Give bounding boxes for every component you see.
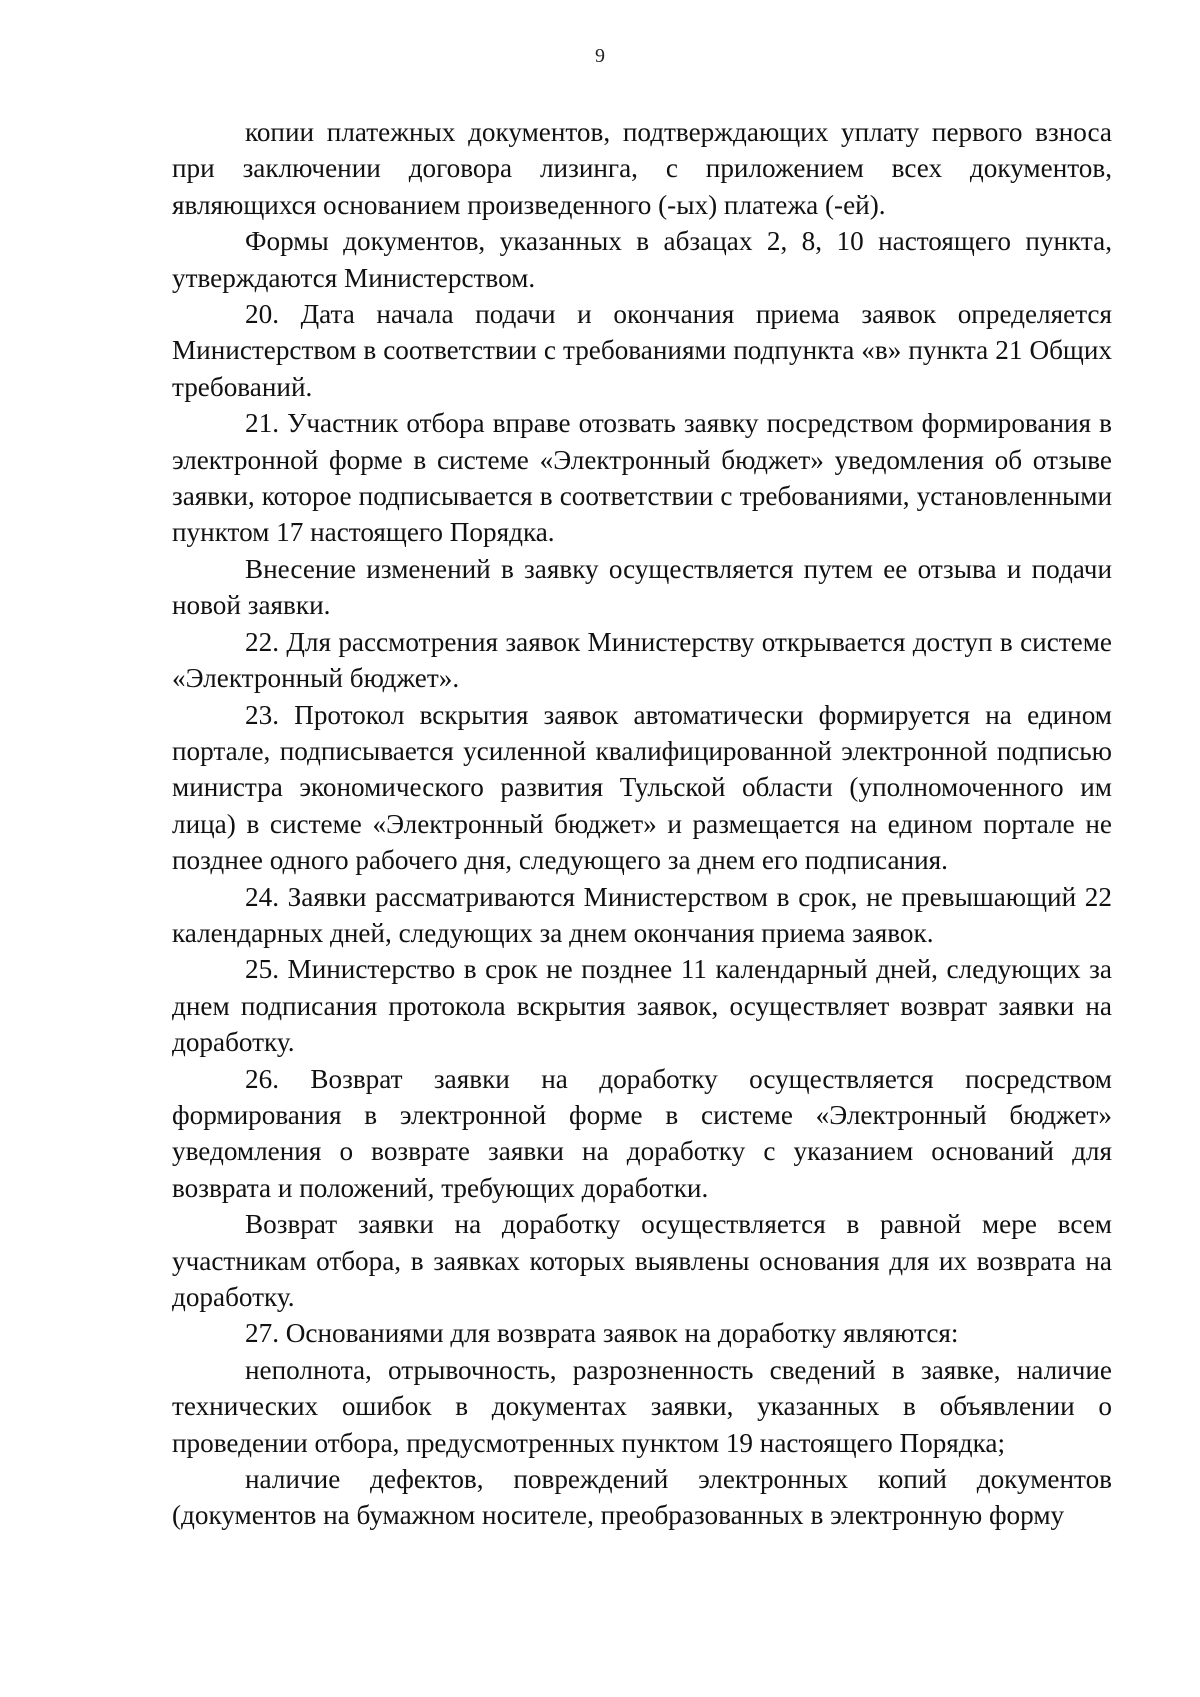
paragraph-item-24: 24. Заявки рассматриваются Министерством в срок, не превышающий 22 календарных дней, следующих за днем окончания приема заявок. xyxy=(172,881,1112,948)
paragraph-item-25: 25. Министерство в срок не позднее 11 календарный дней, следующих за днем подписания протокола вскрытия заявок, осуществляет возврат заявки на доработку. xyxy=(172,954,1112,1058)
paragraph-incompleteness: неполнота, отрывочность, разрозненность сведений в заявке, наличие технических ошибок в документах заявки, указанных в объявлении о проведении отбора, предусмотренных пунктом 19 настоящего Порядка; xyxy=(172,1354,1112,1458)
paragraph-item-27: 27. Основаниями для возврата заявок на доработку являются: xyxy=(245,1318,959,1349)
paragraph-defects: наличие дефектов, повреждений электронных копий документов (документов на бумажном носителе, преобразованных в электронную форму xyxy=(172,1464,1112,1531)
paragraph-payment-documents: копии платежных документов, подтверждающих уплату первого взноса при заключении договора лизинга, с приложением всех документов, являющихся основанием произведенного (-ых) платежа (-ей). xyxy=(172,117,1112,220)
paragraph-item-23: 23. Протокол вскрытия заявок автоматически формируется на едином портале, подписывается усиленной квалифицированной электронной подписью министра экономического развития Тульской области (уполномоченного им лица) в системе «Электронный бюджет» и размещается на едином портале не позднее одного рабочего дня, следующего за днем его подписания. xyxy=(172,699,1112,876)
paragraph-item-22: 22. Для рассмотрения заявок Министерству открывается доступ в системе «Электронный бюджет». xyxy=(172,626,1112,694)
paragraph-item-21: 21. Участник отбора вправе отозвать заявку посредством формирования в электронной форме в системе «Электронный бюджет» уведомления об отзыве заявки, которое подписывается в соответствии с требованиями, установленными пунктом 17 настоящего Порядка. xyxy=(172,408,1112,548)
paragraph-item-26: 26. Возврат заявки на доработку осуществляется посредством формирования в электронной форме в системе «Электронный бюджет» уведомления о возврате заявки на доработку с указанием оснований для возврата и положений, требующих доработки. xyxy=(172,1063,1112,1203)
paragraph-item-20: 20. Дата начала подачи и окончания приема заявок определяется Министерством в соответствии с требованиями подпункта «в» пункта 21 Общих требований. xyxy=(172,299,1112,402)
paragraph-equal-return: Возврат заявки на доработку осуществляется в равной мере всем участникам отбора, в заявках которых выявлены основания для их возврата на доработку. xyxy=(172,1209,1112,1312)
paragraph-application-changes: Внесение изменений в заявку осуществляется путем ее отзыва и подачи новой заявки. xyxy=(172,553,1112,621)
page-number: 9 xyxy=(595,45,605,67)
document-body xyxy=(172,114,1112,1534)
paragraph-document-forms: Формы документов, указанных в абзацах 2, 8, 10 настоящего пункта, утверждаются Министерством. xyxy=(172,226,1112,293)
